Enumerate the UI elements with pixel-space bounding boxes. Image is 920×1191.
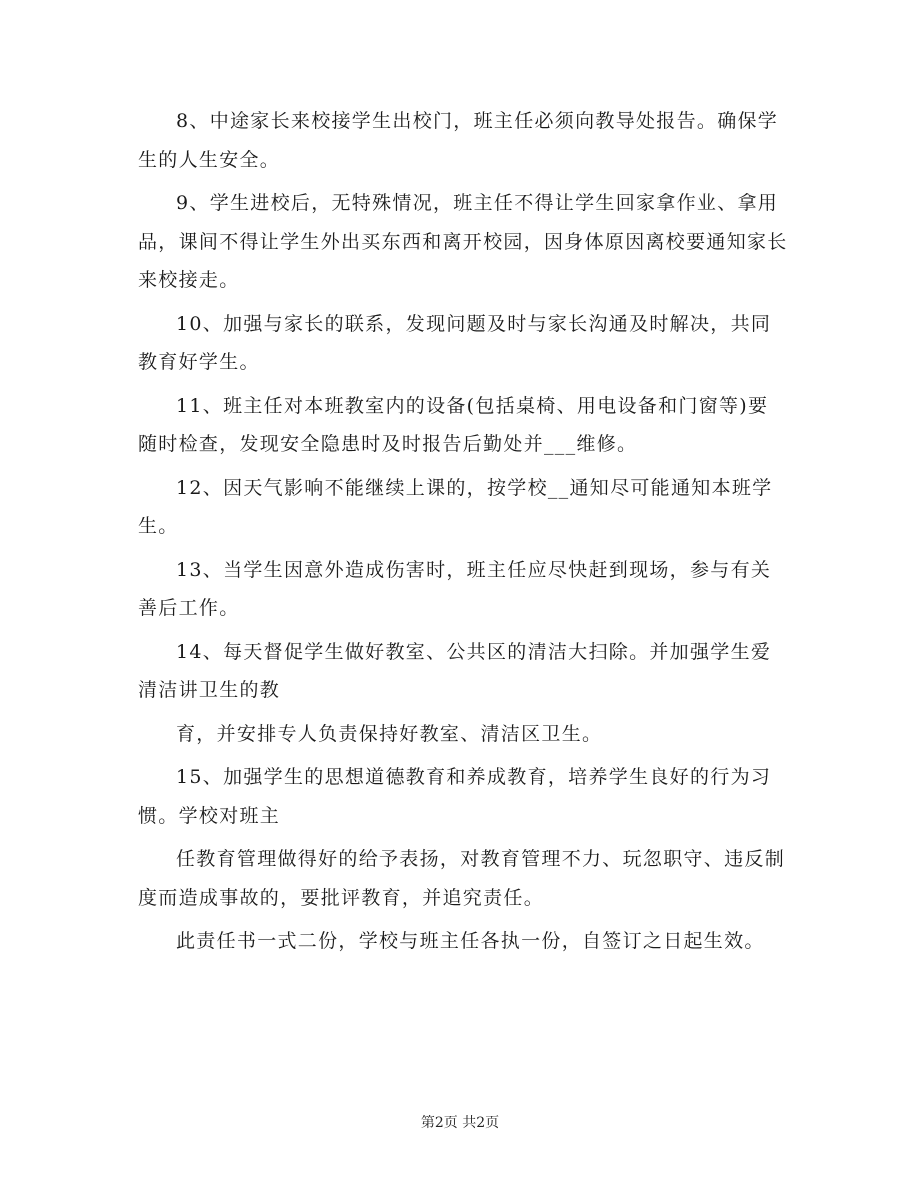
paragraph-item-15-continued: 任教育管理做得好的给予表扬，对教育管理不力、玩忽职守、违反制度而造成事故的，要批评教育，并追究责任。: [138, 848, 786, 909]
paragraph-item-14-continued: 育，并安排专人负责保持好教室、清洁区卫生。: [176, 722, 603, 745]
paragraph-item-14: 14、每天督促学生做好教室、公共区的清洁大扫除。并加强学生爱清洁讲卫生的教: [138, 640, 772, 701]
paragraph-item-9: 9、学生进校后，无特殊情况，班主任不得让学生回家拿作业、拿用品，课间不得让学生外出买东西和离开校园，因身体原因离校要通知家长来校接走。: [138, 192, 788, 291]
document-body: [138, 102, 788, 966]
paragraph-item-8: 8、中途家长来校接学生出校门，班主任必须向教导处报告。确保学生的人生安全。: [138, 110, 779, 171]
paragraph-item-15: 15、加强学生的思想道德教育和养成教育，培养学生良好的行为习惯。学校对班主: [138, 766, 772, 827]
page-number-footer: 第2页 共2页: [420, 1115, 500, 1131]
paragraph-item-13: 13、当学生因意外造成伤害时，班主任应尽快赶到现场，参与有关善后工作。: [138, 558, 772, 619]
paragraph-item-12: 12、因天气影响不能继续上课的，按学校__通知尽可能通知本班学生。: [138, 476, 773, 537]
paragraph-item-10: 10、加强与家长的联系，发现问题及时与家长沟通及时解决，共同教育好学生。: [138, 312, 772, 373]
paragraph-closing: 此责任书一式二份，学校与班主任各执一份，自签订之日起生效。: [176, 930, 765, 952]
paragraph-item-11: 11、班主任对本班教室内的设备(包括桌椅、用电设备和门窗等)要随时检查，发现安全隐患时及时报告后勤处并___维修。: [138, 394, 769, 455]
